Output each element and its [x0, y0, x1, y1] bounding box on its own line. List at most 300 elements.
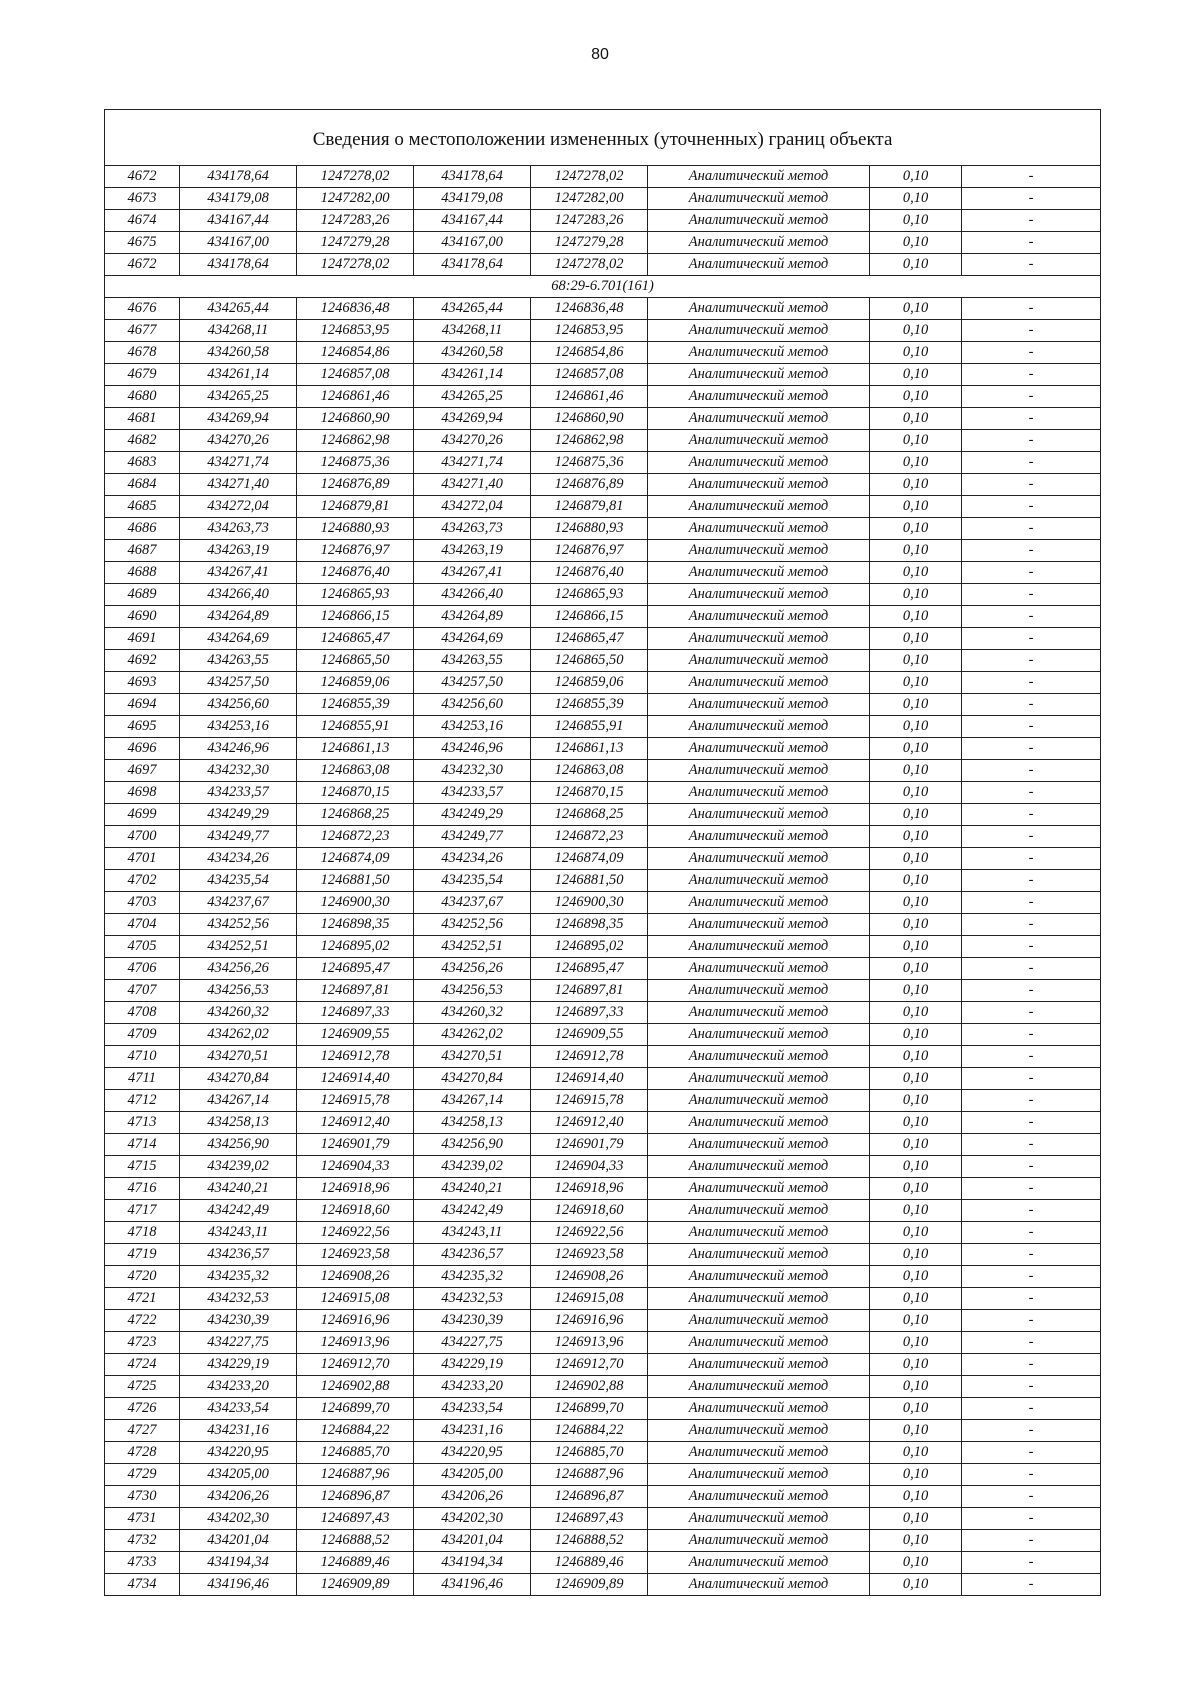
x-old-cell: 434256,90 [180, 1134, 297, 1156]
x-old-cell: 434205,00 [180, 1464, 297, 1486]
y-old-cell: 1246902,88 [297, 1376, 414, 1398]
y-old-cell: 1247279,28 [297, 232, 414, 254]
y-new-cell: 1246876,40 [531, 562, 648, 584]
description-cell: - [962, 870, 1101, 892]
y-old-cell: 1246880,93 [297, 518, 414, 540]
y-new-cell: 1246853,95 [531, 320, 648, 342]
accuracy-cell: 0,10 [870, 650, 962, 672]
x-new-cell: 434232,53 [414, 1288, 531, 1310]
description-cell: - [962, 1574, 1101, 1596]
description-cell: - [962, 1398, 1101, 1420]
x-new-cell: 434256,26 [414, 958, 531, 980]
description-cell: - [962, 1156, 1101, 1178]
point-number-cell: 4732 [105, 1530, 180, 1552]
method-cell: Аналитический метод [648, 298, 870, 320]
table-row [105, 408, 1101, 430]
x-new-cell: 434206,26 [414, 1486, 531, 1508]
y-old-cell: 1246908,26 [297, 1266, 414, 1288]
accuracy-cell: 0,10 [870, 166, 962, 188]
point-number-cell: 4717 [105, 1200, 180, 1222]
point-number-cell: 4695 [105, 716, 180, 738]
method-cell: Аналитический метод [648, 1508, 870, 1530]
y-old-cell: 1246922,56 [297, 1222, 414, 1244]
x-old-cell: 434236,57 [180, 1244, 297, 1266]
x-old-cell: 434220,95 [180, 1442, 297, 1464]
point-number-cell: 4712 [105, 1090, 180, 1112]
method-cell: Аналитический метод [648, 1222, 870, 1244]
x-old-cell: 434235,54 [180, 870, 297, 892]
x-new-cell: 434260,58 [414, 342, 531, 364]
table-row [105, 298, 1101, 320]
y-old-cell: 1246918,96 [297, 1178, 414, 1200]
x-old-cell: 434264,89 [180, 606, 297, 628]
x-old-cell: 434227,75 [180, 1332, 297, 1354]
y-new-cell: 1246900,30 [531, 892, 648, 914]
y-old-cell: 1246870,15 [297, 782, 414, 804]
y-old-cell: 1246857,08 [297, 364, 414, 386]
y-new-cell: 1246915,08 [531, 1288, 648, 1310]
point-number-cell: 4691 [105, 628, 180, 650]
description-cell: - [962, 936, 1101, 958]
table-row [105, 936, 1101, 958]
point-number-cell: 4705 [105, 936, 180, 958]
method-cell: Аналитический метод [648, 474, 870, 496]
y-new-cell: 1246918,96 [531, 1178, 648, 1200]
x-new-cell: 434205,00 [414, 1464, 531, 1486]
x-old-cell: 434230,39 [180, 1310, 297, 1332]
description-cell: - [962, 694, 1101, 716]
x-new-cell: 434232,30 [414, 760, 531, 782]
description-cell: - [962, 892, 1101, 914]
description-cell: - [962, 210, 1101, 232]
accuracy-cell: 0,10 [870, 540, 962, 562]
point-number-cell: 4683 [105, 452, 180, 474]
x-new-cell: 434266,40 [414, 584, 531, 606]
table-row [105, 958, 1101, 980]
y-new-cell: 1246875,36 [531, 452, 648, 474]
x-old-cell: 434264,69 [180, 628, 297, 650]
accuracy-cell: 0,10 [870, 1442, 962, 1464]
accuracy-cell: 0,10 [870, 386, 962, 408]
x-new-cell: 434253,16 [414, 716, 531, 738]
point-number-cell: 4677 [105, 320, 180, 342]
point-number-cell: 4706 [105, 958, 180, 980]
x-new-cell: 434258,13 [414, 1112, 531, 1134]
x-old-cell: 434262,02 [180, 1024, 297, 1046]
x-old-cell: 434270,26 [180, 430, 297, 452]
x-old-cell: 434206,26 [180, 1486, 297, 1508]
x-new-cell: 434249,77 [414, 826, 531, 848]
table-row [105, 210, 1101, 232]
method-cell: Аналитический метод [648, 738, 870, 760]
method-cell: Аналитический метод [648, 936, 870, 958]
table-row [105, 672, 1101, 694]
x-old-cell: 434271,40 [180, 474, 297, 496]
y-old-cell: 1246865,50 [297, 650, 414, 672]
accuracy-cell: 0,10 [870, 1002, 962, 1024]
table-row [105, 1376, 1101, 1398]
method-cell: Аналитический метод [648, 1420, 870, 1442]
table-row [105, 364, 1101, 386]
x-new-cell: 434220,95 [414, 1442, 531, 1464]
y-new-cell: 1246885,70 [531, 1442, 648, 1464]
y-new-cell: 1247279,28 [531, 232, 648, 254]
method-cell: Аналитический метод [648, 870, 870, 892]
y-old-cell: 1246912,70 [297, 1354, 414, 1376]
method-cell: Аналитический метод [648, 694, 870, 716]
description-cell: - [962, 1266, 1101, 1288]
accuracy-cell: 0,10 [870, 232, 962, 254]
x-new-cell: 434261,14 [414, 364, 531, 386]
point-number-cell: 4689 [105, 584, 180, 606]
y-new-cell: 1247278,02 [531, 166, 648, 188]
point-number-cell: 4718 [105, 1222, 180, 1244]
point-number-cell: 4708 [105, 1002, 180, 1024]
accuracy-cell: 0,10 [870, 452, 962, 474]
y-new-cell: 1246870,15 [531, 782, 648, 804]
description-cell: - [962, 1310, 1101, 1332]
table-row [105, 496, 1101, 518]
x-new-cell: 434264,69 [414, 628, 531, 650]
table-row [105, 1464, 1101, 1486]
y-new-cell: 1246889,46 [531, 1552, 648, 1574]
y-old-cell: 1246860,90 [297, 408, 414, 430]
table-row [105, 848, 1101, 870]
table-row [105, 584, 1101, 606]
y-old-cell: 1246853,95 [297, 320, 414, 342]
accuracy-cell: 0,10 [870, 188, 962, 210]
x-old-cell: 434229,19 [180, 1354, 297, 1376]
description-cell: - [962, 1222, 1101, 1244]
table-row [105, 188, 1101, 210]
x-old-cell: 434261,14 [180, 364, 297, 386]
x-old-cell: 434256,53 [180, 980, 297, 1002]
description-cell: - [962, 1486, 1101, 1508]
x-old-cell: 434235,32 [180, 1266, 297, 1288]
y-new-cell: 1246897,43 [531, 1508, 648, 1530]
y-new-cell: 1246888,52 [531, 1530, 648, 1552]
y-old-cell: 1246897,43 [297, 1508, 414, 1530]
table-row [105, 254, 1101, 276]
description-cell: - [962, 166, 1101, 188]
x-new-cell: 434271,74 [414, 452, 531, 474]
x-old-cell: 434266,40 [180, 584, 297, 606]
method-cell: Аналитический метод [648, 364, 870, 386]
y-new-cell: 1246896,87 [531, 1486, 648, 1508]
method-cell: Аналитический метод [648, 1112, 870, 1134]
y-new-cell: 1246912,40 [531, 1112, 648, 1134]
y-new-cell: 1246874,09 [531, 848, 648, 870]
x-new-cell: 434178,64 [414, 254, 531, 276]
method-cell: Аналитический метод [648, 166, 870, 188]
method-cell: Аналитический метод [648, 650, 870, 672]
table-row [105, 1288, 1101, 1310]
description-cell: - [962, 1024, 1101, 1046]
x-new-cell: 434196,46 [414, 1574, 531, 1596]
description-cell: - [962, 782, 1101, 804]
point-number-cell: 4713 [105, 1112, 180, 1134]
accuracy-cell: 0,10 [870, 474, 962, 496]
method-cell: Аналитический метод [648, 496, 870, 518]
method-cell: Аналитический метод [648, 606, 870, 628]
y-new-cell: 1246915,78 [531, 1090, 648, 1112]
table-row [105, 232, 1101, 254]
accuracy-cell: 0,10 [870, 1398, 962, 1420]
x-old-cell: 434201,04 [180, 1530, 297, 1552]
x-new-cell: 434243,11 [414, 1222, 531, 1244]
table-row [105, 1156, 1101, 1178]
table-row [105, 1134, 1101, 1156]
x-new-cell: 434230,39 [414, 1310, 531, 1332]
y-new-cell: 1246876,97 [531, 540, 648, 562]
y-old-cell: 1246896,87 [297, 1486, 414, 1508]
point-number-cell: 4684 [105, 474, 180, 496]
y-old-cell: 1246912,40 [297, 1112, 414, 1134]
description-cell: - [962, 232, 1101, 254]
y-new-cell: 1246863,08 [531, 760, 648, 782]
point-number-cell: 4679 [105, 364, 180, 386]
point-number-cell: 4720 [105, 1266, 180, 1288]
description-cell: - [962, 716, 1101, 738]
x-old-cell: 434178,64 [180, 254, 297, 276]
description-cell: - [962, 342, 1101, 364]
method-cell: Аналитический метод [648, 1288, 870, 1310]
description-cell: - [962, 1332, 1101, 1354]
point-number-cell: 4721 [105, 1288, 180, 1310]
x-old-cell: 434196,46 [180, 1574, 297, 1596]
y-old-cell: 1247278,02 [297, 166, 414, 188]
description-cell: - [962, 562, 1101, 584]
description-cell: - [962, 496, 1101, 518]
method-cell: Аналитический метод [648, 408, 870, 430]
method-cell: Аналитический метод [648, 1090, 870, 1112]
table-row [105, 1530, 1101, 1552]
table-row [105, 1574, 1101, 1596]
description-cell: - [962, 188, 1101, 210]
description-cell: - [962, 738, 1101, 760]
accuracy-cell: 0,10 [870, 1068, 962, 1090]
description-cell: - [962, 826, 1101, 848]
x-new-cell: 434256,90 [414, 1134, 531, 1156]
method-cell: Аналитический метод [648, 232, 870, 254]
table-row [105, 1068, 1101, 1090]
method-cell: Аналитический метод [648, 848, 870, 870]
method-cell: Аналитический метод [648, 1244, 870, 1266]
description-cell: - [962, 474, 1101, 496]
x-new-cell: 434246,96 [414, 738, 531, 760]
method-cell: Аналитический метод [648, 1134, 870, 1156]
description-cell: - [962, 1244, 1101, 1266]
table-row [105, 804, 1101, 826]
table-row [105, 1200, 1101, 1222]
description-cell: - [962, 672, 1101, 694]
y-new-cell: 1246861,13 [531, 738, 648, 760]
table-row [105, 320, 1101, 342]
description-cell: - [962, 1288, 1101, 1310]
y-new-cell: 1247283,26 [531, 210, 648, 232]
table-row [105, 474, 1101, 496]
x-old-cell: 434202,30 [180, 1508, 297, 1530]
y-old-cell: 1246881,50 [297, 870, 414, 892]
y-old-cell: 1246861,46 [297, 386, 414, 408]
y-old-cell: 1246915,78 [297, 1090, 414, 1112]
point-number-cell: 4694 [105, 694, 180, 716]
accuracy-cell: 0,10 [870, 496, 962, 518]
y-new-cell: 1246855,39 [531, 694, 648, 716]
x-old-cell: 434272,04 [180, 496, 297, 518]
y-old-cell: 1246855,39 [297, 694, 414, 716]
description-cell: - [962, 1552, 1101, 1574]
y-new-cell: 1246876,89 [531, 474, 648, 496]
method-cell: Аналитический метод [648, 452, 870, 474]
y-new-cell: 1246857,08 [531, 364, 648, 386]
x-old-cell: 434267,14 [180, 1090, 297, 1112]
x-old-cell: 434268,11 [180, 320, 297, 342]
description-cell: - [962, 364, 1101, 386]
point-number-cell: 4709 [105, 1024, 180, 1046]
y-old-cell: 1246915,08 [297, 1288, 414, 1310]
accuracy-cell: 0,10 [870, 1090, 962, 1112]
accuracy-cell: 0,10 [870, 1288, 962, 1310]
description-cell: - [962, 1442, 1101, 1464]
point-number-cell: 4685 [105, 496, 180, 518]
y-new-cell: 1246909,55 [531, 1024, 648, 1046]
method-cell: Аналитический метод [648, 1354, 870, 1376]
x-old-cell: 434232,53 [180, 1288, 297, 1310]
point-number-cell: 4704 [105, 914, 180, 936]
table-row [105, 870, 1101, 892]
accuracy-cell: 0,10 [870, 408, 962, 430]
y-old-cell: 1246876,40 [297, 562, 414, 584]
table-row [105, 650, 1101, 672]
table-row [105, 1332, 1101, 1354]
y-new-cell: 1246879,81 [531, 496, 648, 518]
x-old-cell: 434233,57 [180, 782, 297, 804]
accuracy-cell: 0,10 [870, 1376, 962, 1398]
method-cell: Аналитический метод [648, 628, 870, 650]
x-old-cell: 434269,94 [180, 408, 297, 430]
y-old-cell: 1246854,86 [297, 342, 414, 364]
point-number-cell: 4723 [105, 1332, 180, 1354]
accuracy-cell: 0,10 [870, 738, 962, 760]
x-new-cell: 434270,84 [414, 1068, 531, 1090]
accuracy-cell: 0,10 [870, 1266, 962, 1288]
x-new-cell: 434263,73 [414, 518, 531, 540]
accuracy-cell: 0,10 [870, 672, 962, 694]
point-number-cell: 4698 [105, 782, 180, 804]
point-number-cell: 4690 [105, 606, 180, 628]
x-new-cell: 434202,30 [414, 1508, 531, 1530]
x-old-cell: 434256,60 [180, 694, 297, 716]
description-cell: - [962, 518, 1101, 540]
x-new-cell: 434267,14 [414, 1090, 531, 1112]
x-old-cell: 434179,08 [180, 188, 297, 210]
accuracy-cell: 0,10 [870, 342, 962, 364]
x-old-cell: 434194,34 [180, 1552, 297, 1574]
table-row [105, 1112, 1101, 1134]
x-old-cell: 434263,73 [180, 518, 297, 540]
table-row [105, 1486, 1101, 1508]
x-new-cell: 434265,25 [414, 386, 531, 408]
method-cell: Аналитический метод [648, 1464, 870, 1486]
page-number: 80 [591, 46, 609, 63]
point-number-cell: 4700 [105, 826, 180, 848]
method-cell: Аналитический метод [648, 1398, 870, 1420]
accuracy-cell: 0,10 [870, 1420, 962, 1442]
method-cell: Аналитический метод [648, 1530, 870, 1552]
accuracy-cell: 0,10 [870, 518, 962, 540]
point-number-cell: 4673 [105, 188, 180, 210]
method-cell: Аналитический метод [648, 1442, 870, 1464]
point-number-cell: 4730 [105, 1486, 180, 1508]
x-old-cell: 434252,56 [180, 914, 297, 936]
accuracy-cell: 0,10 [870, 1508, 962, 1530]
y-old-cell: 1246900,30 [297, 892, 414, 914]
method-cell: Аналитический метод [648, 958, 870, 980]
x-old-cell: 434240,21 [180, 1178, 297, 1200]
y-new-cell: 1246908,26 [531, 1266, 648, 1288]
table-row [105, 562, 1101, 584]
table-row [105, 1310, 1101, 1332]
method-cell: Аналитический метод [648, 892, 870, 914]
method-cell: Аналитический метод [648, 1156, 870, 1178]
y-old-cell: 1246862,98 [297, 430, 414, 452]
table-row [105, 606, 1101, 628]
accuracy-cell: 0,10 [870, 804, 962, 826]
point-number-cell: 4701 [105, 848, 180, 870]
y-old-cell: 1246875,36 [297, 452, 414, 474]
method-cell: Аналитический метод [648, 672, 870, 694]
point-number-cell: 4726 [105, 1398, 180, 1420]
x-new-cell: 434263,19 [414, 540, 531, 562]
description-cell: - [962, 408, 1101, 430]
y-old-cell: 1246885,70 [297, 1442, 414, 1464]
x-old-cell: 434242,49 [180, 1200, 297, 1222]
table-row [105, 386, 1101, 408]
table-row [105, 738, 1101, 760]
accuracy-cell: 0,10 [870, 562, 962, 584]
x-new-cell: 434242,49 [414, 1200, 531, 1222]
accuracy-cell: 0,10 [870, 980, 962, 1002]
point-number-cell: 4697 [105, 760, 180, 782]
description-cell: - [962, 914, 1101, 936]
description-cell: - [962, 452, 1101, 474]
x-old-cell: 434234,26 [180, 848, 297, 870]
y-old-cell: 1246865,93 [297, 584, 414, 606]
y-old-cell: 1246901,79 [297, 1134, 414, 1156]
point-number-cell: 4693 [105, 672, 180, 694]
point-number-cell: 4682 [105, 430, 180, 452]
x-old-cell: 434232,30 [180, 760, 297, 782]
table-row [105, 452, 1101, 474]
x-new-cell: 434271,40 [414, 474, 531, 496]
x-new-cell: 434270,26 [414, 430, 531, 452]
x-new-cell: 434265,44 [414, 298, 531, 320]
method-cell: Аналитический метод [648, 716, 870, 738]
x-old-cell: 434246,96 [180, 738, 297, 760]
point-number-cell: 4702 [105, 870, 180, 892]
accuracy-cell: 0,10 [870, 606, 962, 628]
description-cell: - [962, 1112, 1101, 1134]
y-new-cell: 1246865,47 [531, 628, 648, 650]
description-cell: - [962, 386, 1101, 408]
x-new-cell: 434178,64 [414, 166, 531, 188]
point-number-cell: 4703 [105, 892, 180, 914]
description-cell: - [962, 1178, 1101, 1200]
x-old-cell: 434239,02 [180, 1156, 297, 1178]
y-old-cell: 1246889,46 [297, 1552, 414, 1574]
accuracy-cell: 0,10 [870, 1354, 962, 1376]
